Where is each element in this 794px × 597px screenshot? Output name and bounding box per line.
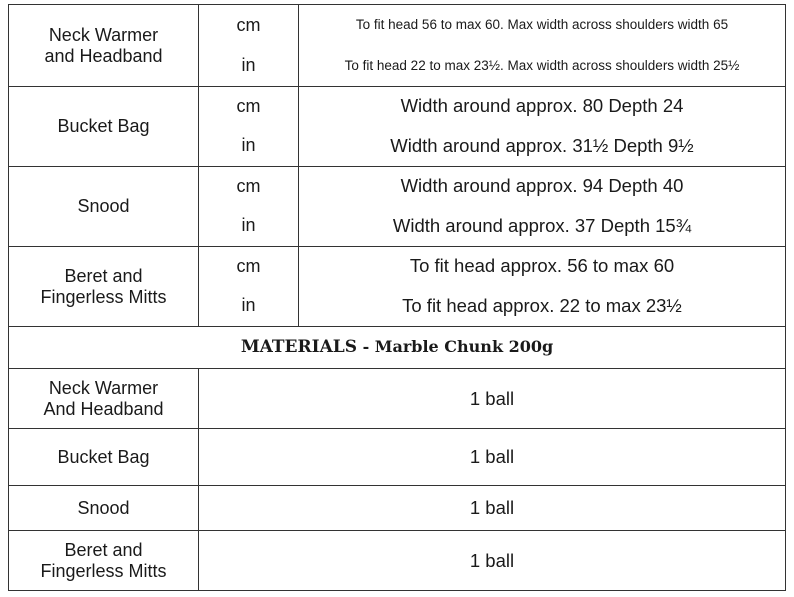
unit-in: in [241,135,256,156]
materials-header [9,327,785,368]
material-amount: 1 ball [469,446,515,468]
size-value-in: To fit head approx. 22 to max 23½ [402,294,682,316]
material-item-name: Neck Warmer And Headband [43,377,164,419]
material-amount: 1 ball [469,549,515,571]
size-value-cm: Width around approx. 94 Depth 40 [400,175,684,197]
size-value-in: Width around approx. 31½ Depth 9½ [390,134,694,156]
size-item-name: Beret and Fingerless Mitts [40,265,167,307]
size-value-in: To fit head 22 to max 23½. Max width across shoulders width 25½ [344,57,740,73]
unit-in: in [241,215,256,236]
table-rule [8,590,785,591]
size-value-in: Width around approx. 37 Depth 15¾ [392,214,692,236]
size-value-cm: To fit head approx. 56 to max 60 [409,255,675,277]
material-amount: 1 ball [469,387,515,409]
size-item-name: Neck Warmer and Headband [44,24,163,66]
material-amount: 1 ball [469,497,515,519]
unit-cm: cm [236,175,261,196]
unit-in: in [241,55,256,76]
size-value-cm: To fit head 56 to max 60. Max width across shoulders width 65 [355,17,729,33]
unit-cm: cm [236,95,261,116]
table-rule [785,4,786,591]
materials-subtitle: - Marble Chunk 200g [357,337,554,357]
unit-cm: cm [236,255,261,276]
unit-cm: cm [236,14,261,35]
size-value-cm: Width around approx. 80 Depth 24 [400,95,684,117]
material-item-name: Bucket Bag [57,446,150,467]
material-item-name: Snood [77,497,130,518]
size-item-name: Snood [77,196,130,217]
unit-in: in [241,295,256,316]
size-item-name: Bucket Bag [57,116,150,137]
material-item-name: Beret and Fingerless Mitts [40,539,167,581]
materials-title: MATERIALS [240,336,357,357]
